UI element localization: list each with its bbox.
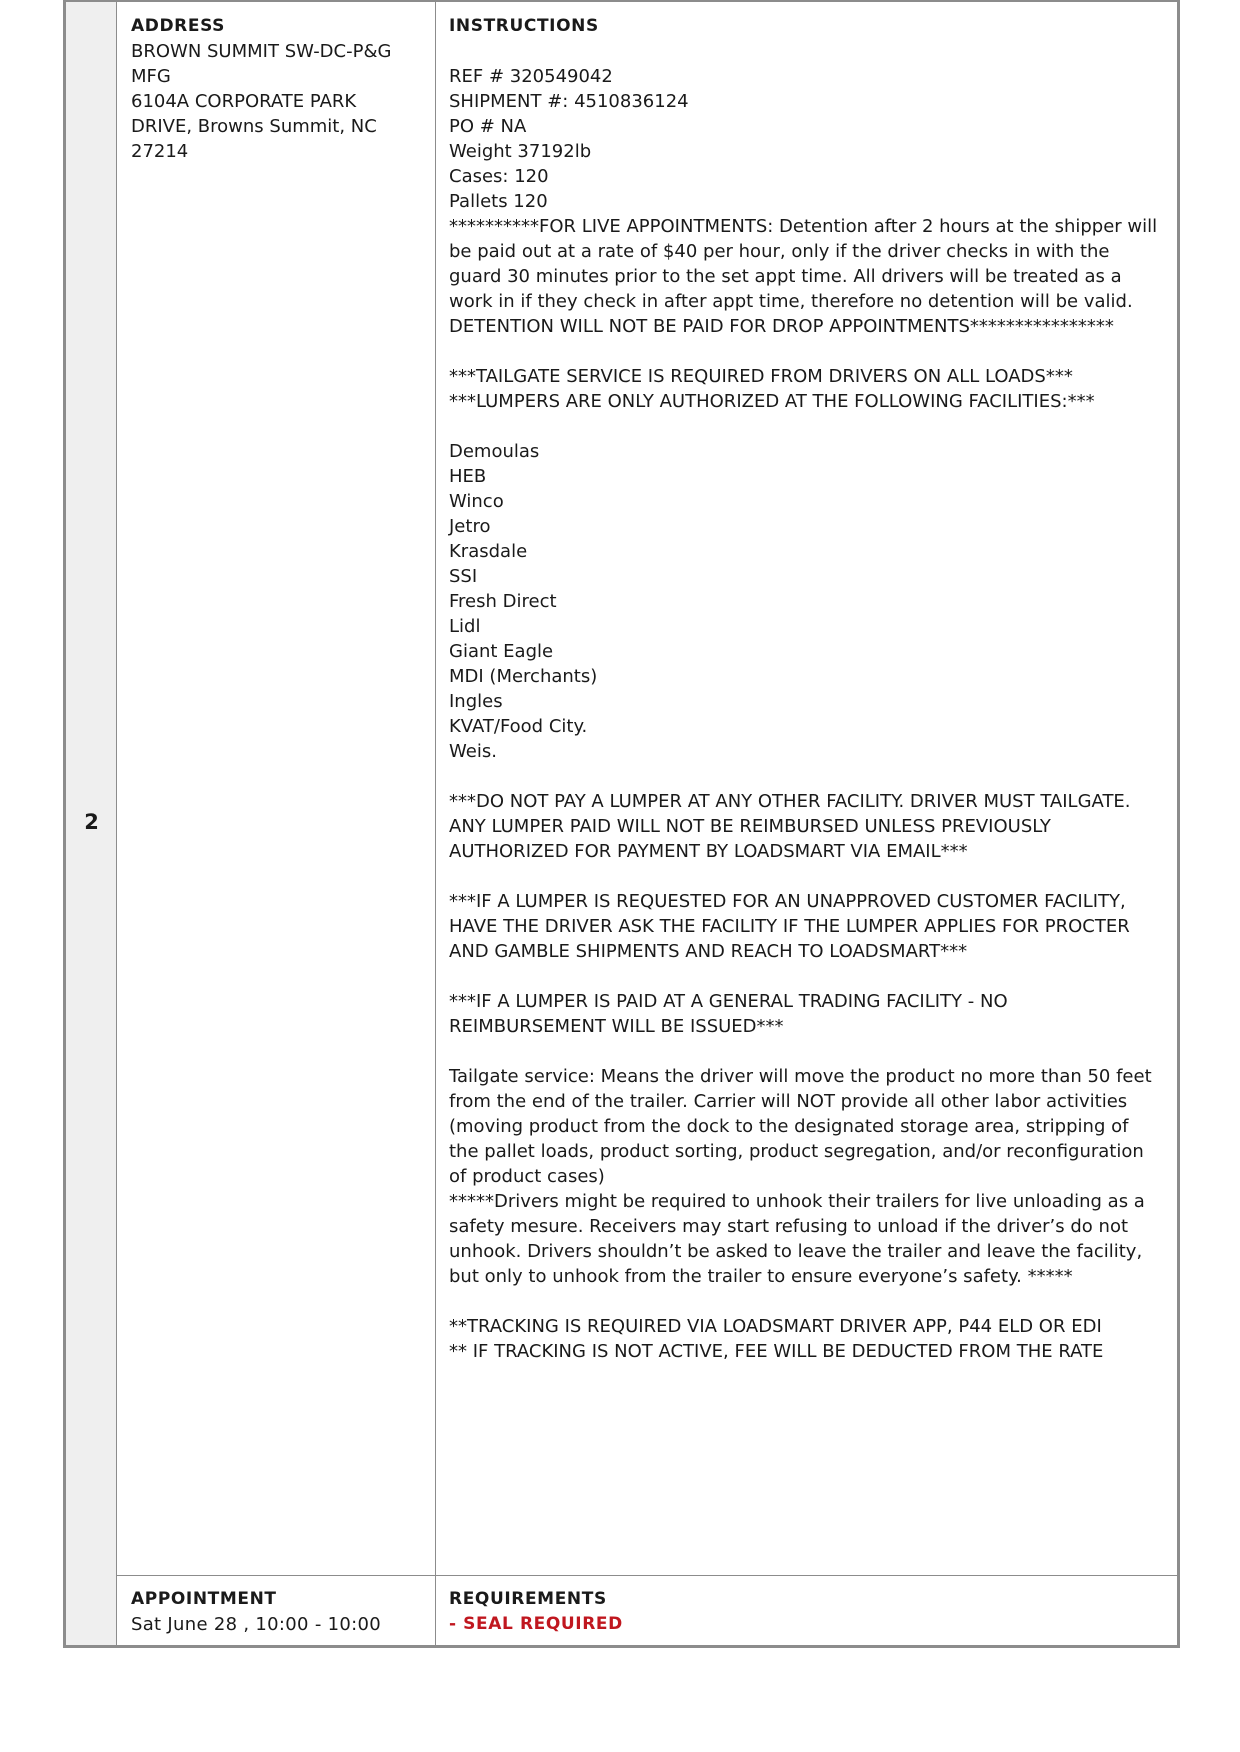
appointment-cell (117, 1575, 436, 1645)
appointment-label: APPOINTMENT (131, 1589, 277, 1609)
requirement-item: - SEAL REQUIRED (449, 1614, 623, 1634)
instructions-cell (436, 2, 1177, 1575)
address-text: BROWN SUMMIT SW-DC-P&G MFG 6104A CORPORATE PARK DRIVE, Browns Summit, NC 27214 (131, 41, 392, 162)
requirements-label: REQUIREMENTS (449, 1589, 607, 1609)
instructions-label: INSTRUCTIONS (449, 16, 599, 36)
stop-number-column (66, 2, 117, 1645)
stop-table (63, 0, 1180, 1648)
address-cell (117, 2, 436, 1575)
stop-number: 2 (84, 810, 99, 834)
appointment-time: Sat June 28 , 10:00 - 10:00 (131, 1614, 382, 1635)
requirements-cell (436, 1575, 1177, 1645)
address-label: ADDRESS (131, 16, 226, 36)
instructions-text: REF # 320549042 SHIPMENT #: 4510836124 PO # NA Weight 37192lb Cases: 120 Pallets 120 **********FOR LIVE APPOINTMENTS: Detention after 2 hours at the shipper will be paid out at a rate of $40 per hour, only if the driver checks in with the guard 30 minutes prior to the set appt time. All drivers will be treated as a work in if they check in after appt time, therefore no detention will be valid. DETENTION WILL NOT BE PAID FOR DROP APPOINTMENTS**************** ***TAILGATE SERVICE IS REQUIRED FROM DRIVERS ON ALL LOADS*** ***LUMPERS ARE ONLY AUTHORIZED AT THE FOLLOWING FACILITIES:*** Demoulas HEB Winco Jetro Krasdale SSI Fresh Direct Lidl Giant Eagle MDI (Merchants) Ingles KVAT/Food City. Weis. ***DO NOT PAY A LUMPER AT ANY OTHER FACILITY. DRIVER MUST TAILGATE. ANY LUMPER PAID WILL NOT BE REIMBURSED UNLESS PREVIOUSLY AUTHORIZED FOR PAYMENT BY LOADSMART VIA EMAIL*** ***IF A LUMPER IS REQUESTED FOR AN UNAPPROVED CUSTOMER FACILITY, HAVE THE DRIVER ASK THE FACILITY IF THE LUMPER APPLIES FOR PROCTER AND GAMBLE SHIPMENTS AND REACH TO LOADSMART*** ***IF A LUMPER IS PAID AT A GENERAL TRADING FACILITY - NO REIMBURSEMENT WILL BE ISSUED*** Tailgate service: Means the driver will move the product no more than 50 feet from the end of the trailer. Carrier will NOT provide all other labor activities (moving product from the dock to the designated storage area, stripping of the pallet loads, product sorting, product segregation, and/or reconfiguration of product cases) *****Drivers might be required to unhook their trailers for live unloading as a safety mesure. Receivers may start refusing to unload if the driver’s do not unhook. Drivers shouldn’t be asked to leave the trailer and leave the facility, but only to unhook from the trailer to ensure everyone’s safety. ***** **TRACKING IS REQUIRED VIA LOADSMART DRIVER APP, P44 ELD OR EDI ** IF TRACKING IS NOT ACTIVE, FEE WILL BE DEDUCTED FROM THE RATE (449, 66, 1158, 1362)
